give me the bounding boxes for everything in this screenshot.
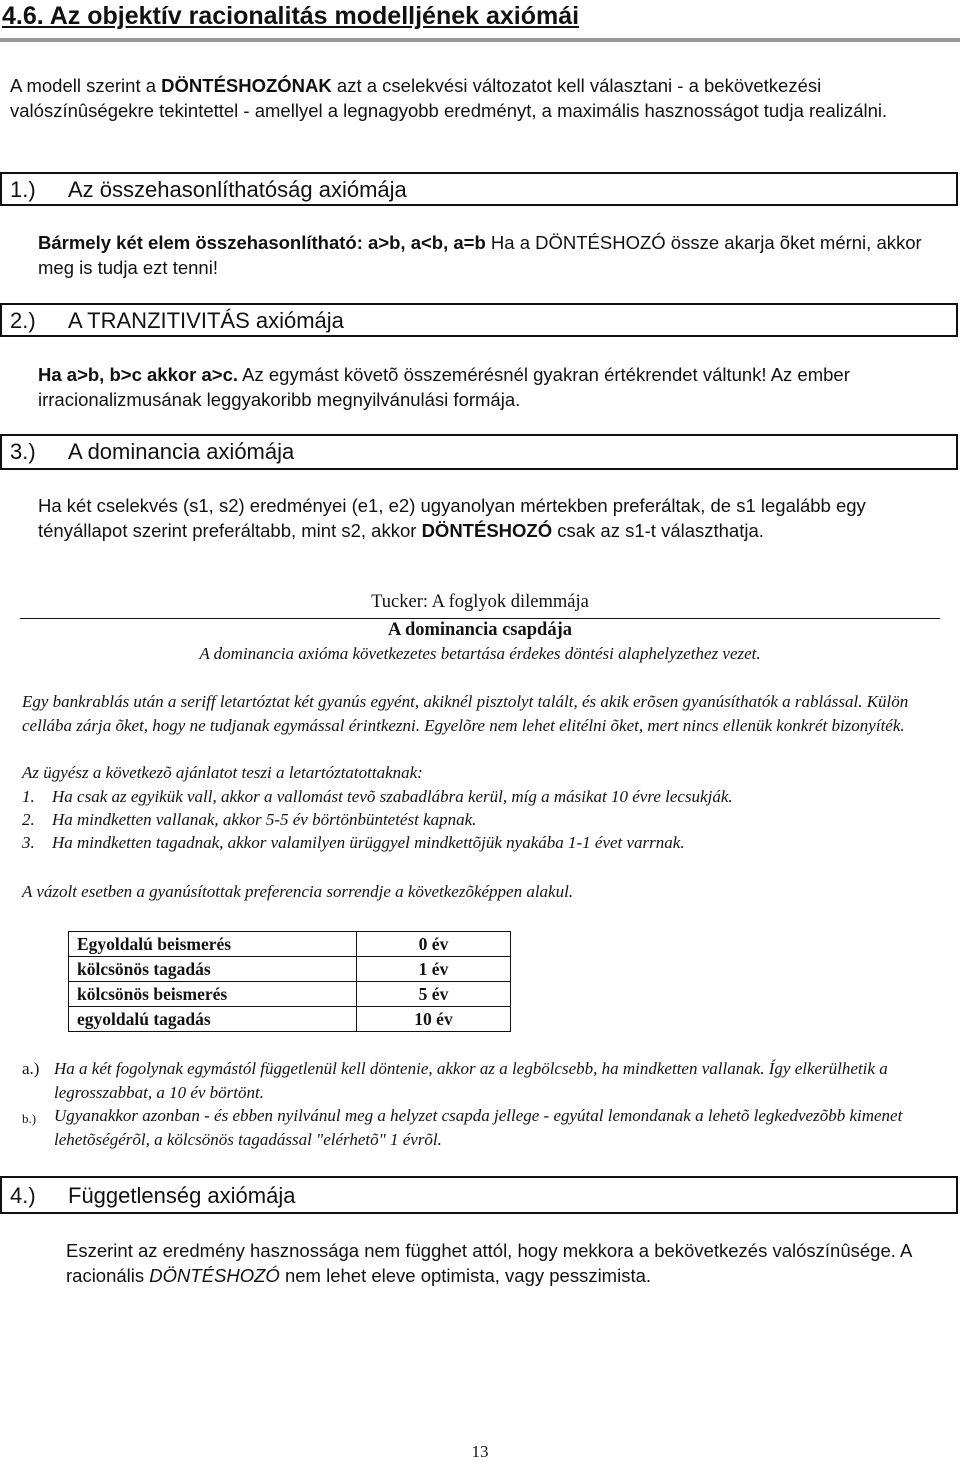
story-item-3-text: Ha mindketten tagadnak, akkor valamilyen ürüggyel mindkettõjük nyakába 1-1 évet varrnak. [52, 833, 685, 852]
page-number: 13 [471, 1442, 489, 1461]
axiom4-italic: DÖNTÉSHOZÓ [149, 1265, 280, 1286]
axiom4-heading-box [0, 1176, 958, 1214]
axiom1-body [38, 230, 938, 280]
axiom2-body [38, 362, 918, 412]
intro-bold: DÖNTÉSHOZÓNAK [161, 75, 332, 96]
conclusion-b-marker: b.) [22, 1111, 37, 1126]
pref-label: egyoldalú tagadás [69, 1007, 357, 1032]
intro-paragraph [10, 73, 940, 123]
conclusion-b-text: Ugyanakkor azonban - és ebben nyilvánul meg a helyzet csapda jellege - egyútal lemondanak a lehetõ legkedvezõbb kimenet lehetõségérõl, a kölcsönös tagadással "elérhetõ" 1 évrõl. [54, 1106, 903, 1149]
pref-value: 10 év [357, 1007, 511, 1032]
tucker-subheading: A dominancia csapdája [387, 620, 572, 640]
table-row [69, 982, 511, 1007]
axiom1-title: Az összehasonlíthatóság axiómája [68, 177, 407, 202]
story-item-1-text: Ha csak az egyikük vall, akkor a vallomást tevõ szabadlábra kerül, míg a másikat 10 évre lecsukják. [52, 787, 733, 806]
preference-table [68, 931, 511, 1032]
axiom4-title: Függetlenség axiómája [68, 1183, 296, 1208]
axiom3-bold: DÖNTÉSHOZÓ [421, 520, 553, 541]
axiom1-heading-box [0, 172, 958, 206]
story-item-1-number: 1. [22, 787, 35, 806]
axiom2-heading-box [0, 303, 958, 337]
intro-pre: A modell szerint a [10, 75, 162, 96]
axiom3-post: csak az s1-t választhatja. [552, 520, 764, 541]
table-row [69, 1007, 511, 1032]
section-title-bar [0, 0, 960, 38]
story-item-3 [22, 833, 685, 853]
story-item-2-number: 2. [22, 810, 35, 829]
preference-intro: A vázolt esetben a gyanúsítottak preferencia sorrendje a következõképpen alakul. [22, 882, 574, 901]
pref-value: 5 év [357, 982, 511, 1007]
pref-value: 1 év [357, 957, 511, 982]
pref-label: Egyoldalú beismerés [69, 932, 357, 957]
axiom2-post: Az egymást követõ összemérésnél gyakran értékrendet váltunk! Az ember irracionalizmusának leggyakoribb megnyilvánulási formája. [38, 364, 850, 410]
axiom3-heading-box [0, 434, 958, 470]
story-paragraph: Egy bankrablás után a seriff letartóztat két gyanús egyént, akiknél pisztolyt talált, és akik erõsen gyanúsíthatók a rablással. Külön cellába zárja õket, hogy ne tudjanak egymással érintkezni. Egyelõre nem lehet elitélni õket, mert nincs ellenük konkrét bizonyíték. [22, 692, 909, 735]
tucker-divider [20, 618, 940, 619]
tucker-heading: Tucker: A foglyok dilemmája [371, 592, 589, 612]
axiom4-pre: Eszerint az eredmény hasznossága nem függhet attól, hogy mekkora a bekövetkezés valószínûsége. A racionális [66, 1240, 912, 1286]
axiom2-bold: Ha a>b, b>c akkor a>c. [38, 364, 239, 385]
conclusion-a [22, 1057, 952, 1104]
table-row [69, 957, 511, 982]
title-divider [0, 38, 960, 42]
conclusion-a-marker: a.) [22, 1059, 40, 1078]
axiom2-number: 2.) [10, 308, 36, 333]
axiom4-body [66, 1238, 926, 1288]
axiom1-post: Ha a DÖNTÉSHOZÓ össze akarja õket mérni, akkor meg is tudja ezt tenni! [38, 232, 922, 278]
axiom4-number: 4.) [10, 1183, 36, 1208]
axiom4-post: nem lehet eleve optimista, vagy pesszimista. [279, 1265, 652, 1286]
story-item-3-number: 3. [22, 833, 35, 852]
axiom3-title: A dominancia axiómája [68, 439, 295, 464]
pref-value: 0 év [357, 932, 511, 957]
story-item-1 [22, 787, 733, 807]
axiom3-pre: Ha két cselekvés (s1, s2) eredményei (e1, e2) ugyanolyan mértekben preferáltak, de s1 legalább egy tényállapot szerint preferáltabb, mint s2, akkor [38, 495, 866, 541]
axiom1-number: 1.) [10, 177, 36, 202]
tucker-note: A dominancia axióma következetes betartása érdekes döntési alaphelyzethez vezet. [199, 644, 761, 663]
conclusion-a-text: Ha a két fogolynak egymástól függetlenül kell döntenie, akkor az a legbölcsebb, ha mindketten vallanak. Így elkerülhetik a legrosszabbat, a 10 év börtönt. [54, 1059, 888, 1102]
axiom2-title: A TRANZITIVITÁS axiómája [68, 308, 344, 333]
story-offer: Az ügyész a következõ ajánlatot teszi a letartóztatottaknak: [22, 763, 423, 782]
story-item-2-text: Ha mindketten vallanak, akkor 5-5 év börtönbüntetést kapnak. [52, 810, 477, 829]
table-row [69, 932, 511, 957]
conclusion-b [22, 1104, 952, 1151]
story-item-2 [22, 810, 476, 830]
intro-post: azt a cselekvési változatot kell választani - a bekövetkezési valószínûségekre tekintettel - amellyel a legnagyobb eredményt, a maximális hasznosságot tudja realizálni. [10, 75, 888, 121]
section-title: 4.6. Az objektív racionalitás modelljének axiómái [2, 2, 580, 30]
axiom3-number: 3.) [10, 439, 36, 464]
axiom1-bold: Bármely két elem összehasonlítható: a>b, a<b, a=b [38, 232, 486, 253]
pref-label: kölcsönös beismerés [69, 982, 357, 1007]
pref-label: kölcsönös tagadás [69, 957, 357, 982]
axiom3-body [38, 493, 938, 543]
